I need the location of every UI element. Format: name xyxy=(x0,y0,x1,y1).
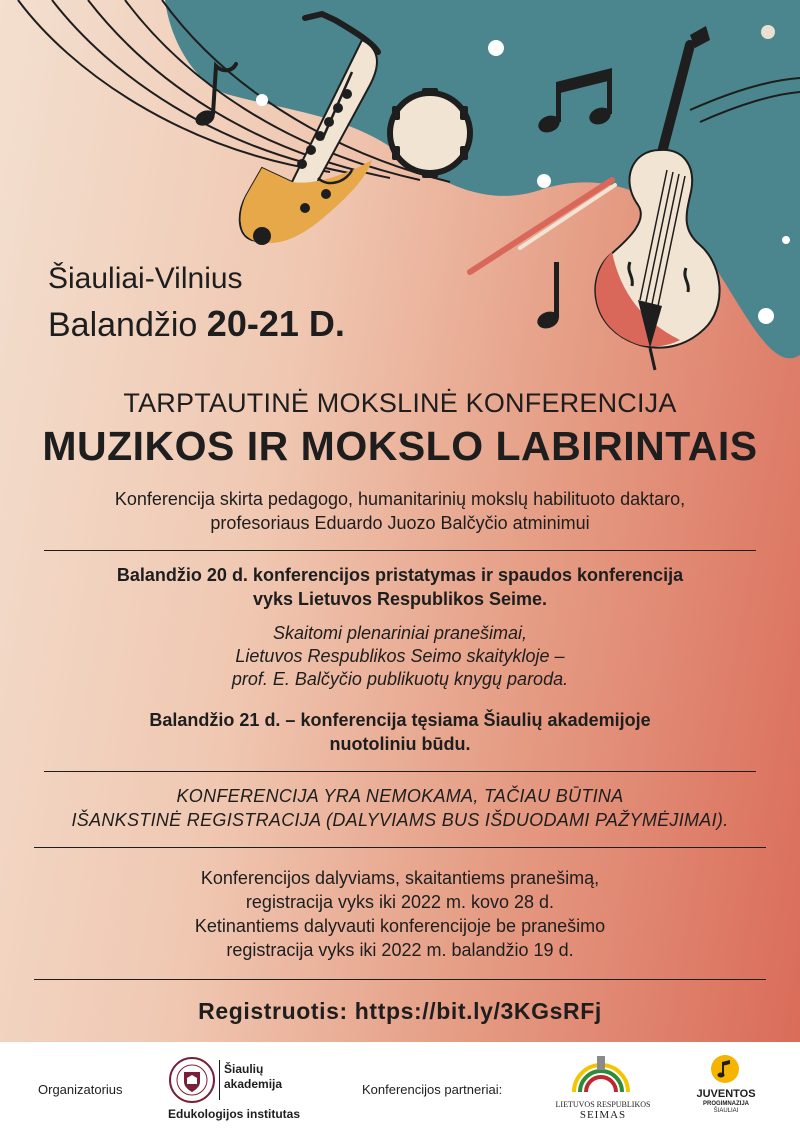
organizer-institute: Edukologijos institutas xyxy=(168,1107,301,1121)
seimas-line2: SEIMAS xyxy=(579,1109,627,1121)
juventos-city: ŠIAULIAI xyxy=(713,1108,739,1114)
date-range: 20-21 D. xyxy=(206,303,345,344)
registration-link[interactable]: Registruotis: https://bit.ly/3KGsRFj xyxy=(198,998,602,1024)
day1-details xyxy=(20,622,780,691)
conference-title: MUZIKOS IR MOKSLO LABIRINTAIS xyxy=(42,423,758,469)
divider xyxy=(44,771,756,772)
day1-detail-line: prof. E. Balčyčio publikuotų knygų paroda. xyxy=(231,669,569,689)
quarter-note-icon xyxy=(535,262,561,331)
footer xyxy=(0,1042,800,1131)
seimas-text xyxy=(548,1100,658,1120)
organizer-name: Šiaulių akademija xyxy=(224,1062,283,1091)
decorative-dot xyxy=(761,25,775,39)
partners-label: Konferencijos partneriai: xyxy=(362,1082,503,1097)
juventos-name: JUVENTOS xyxy=(696,1088,756,1100)
day1-announcement xyxy=(20,563,780,611)
location-text: Šiauliai-Vilnius xyxy=(48,262,243,295)
free-registration-notice xyxy=(20,784,780,832)
divider xyxy=(44,550,756,551)
dedication-text xyxy=(20,487,780,535)
day1-detail-line: Lietuvos Respublikos Seimo skaitykloje – xyxy=(235,646,565,666)
day1-line: Balandžio 20 d. konferencijos pristatymas ir spaudos konferencija xyxy=(116,565,684,585)
juventos-sub: PROGIMNAZIJA xyxy=(702,1101,749,1107)
event-dates xyxy=(48,302,345,347)
day1-detail-line: Skaitomi plenariniai pranešimai, xyxy=(272,623,528,643)
notice-line: KONFERENCIJA YRA NEMOKAMA, TAČIAU BŪTINA xyxy=(176,786,624,806)
dedication-line: profesoriaus Eduardo Juozo Balčyčio atminimui xyxy=(210,513,590,533)
seimas-logo-icon xyxy=(570,1052,632,1098)
seimas-line1: LIETUVOS RESPUBLIKOS xyxy=(555,1100,651,1109)
date-prefix: Balandžio xyxy=(48,306,198,344)
day2-line: nuotoliniu būdu. xyxy=(329,734,471,754)
organizer-label: Organizatorius xyxy=(38,1082,123,1097)
day2-announcement xyxy=(20,708,780,756)
juventos-logo-icon xyxy=(710,1054,740,1084)
divider xyxy=(34,847,766,848)
university-seal-icon xyxy=(168,1056,216,1104)
day1-line: vyks Lietuvos Respublikos Seime. xyxy=(252,589,548,609)
divider xyxy=(34,979,766,980)
dedication-line: Konferencija skirta pedagogo, humanitarinių mokslų habilituoto daktaro, xyxy=(114,489,686,509)
registration-line: Ketinantiems dalyvauti konferencijoje be pranešimo xyxy=(194,916,606,936)
registration-line: registracija vyks iki 2022 m. balandžio 19 d. xyxy=(226,940,574,960)
logo-separator xyxy=(219,1060,220,1100)
conference-kicker: TARPTAUTINĖ MOKSLINĖ KONFERENCIJA xyxy=(123,388,677,418)
tambourine-icon xyxy=(390,88,470,178)
day2-line: Balandžio 21 d. – konferencija tęsiama Šiaulių akademijoje xyxy=(149,710,651,730)
notice-line: IŠANKSTINĖ REGISTRACIJA (DALYVIAMS BUS IŠDUODAMI PAŽYMĖJIMAI). xyxy=(71,810,729,830)
registration-deadlines xyxy=(20,866,780,962)
registration-line: registracija vyks iki 2022 m. kovo 28 d. xyxy=(245,892,555,912)
juventos-text xyxy=(686,1088,766,1115)
registration-line: Konferencijos dalyviams, skaitantiems pranešimą, xyxy=(200,868,600,888)
